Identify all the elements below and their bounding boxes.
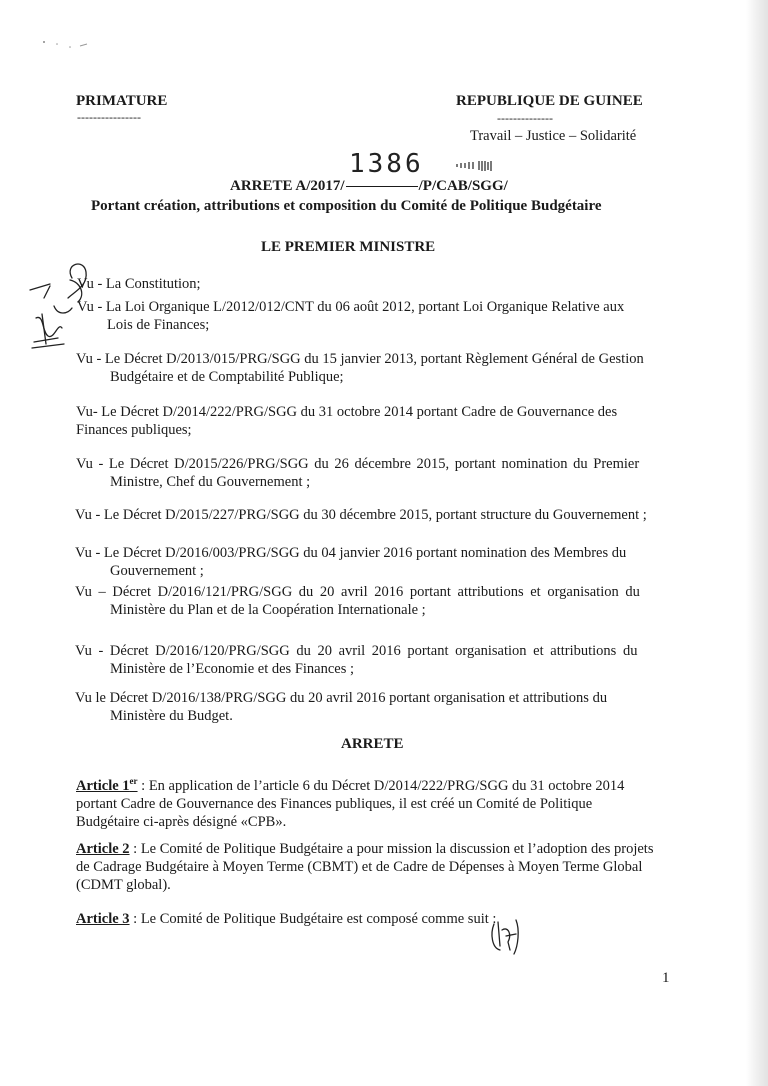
scan-edge-shadow — [746, 0, 768, 1086]
visa-line: Vu - Décret D/2016/120/PRG/SGG du 20 avril 2016 portant organisation et attributions du — [75, 643, 638, 659]
stamp-ticks — [455, 158, 509, 174]
header-motto: Travail – Justice – Solidarité — [470, 128, 637, 144]
visa-line-continued: Ministre, Chef du Gouvernement ; — [110, 474, 311, 490]
article-label — [76, 778, 138, 794]
visa-decret-2016-003 — [75, 544, 626, 580]
article-text: : Le Comité de Politique Budgétaire est composé comme suit : — [129, 911, 497, 927]
visa-decret-2016-138 — [75, 689, 607, 725]
visa-line: Vu - Le Décret D/2016/003/PRG/SGG du 04 janvier 2016 portant nomination des Membres du — [75, 545, 627, 561]
article-label: Article 3 — [76, 911, 130, 927]
visa-line: Vu - Le Décret D/2015/226/PRG/SGG du 26 décembre 2015, portant nomination du Premier — [76, 456, 640, 472]
visa-decret-2016-121 — [75, 583, 640, 619]
header-left-title: PRIMATURE — [76, 93, 168, 109]
visa-line-continued: Ministère du Plan et de la Coopération Internationale ; — [110, 602, 426, 618]
handwritten-initials-signature — [486, 916, 526, 958]
article-text: : Le Comité de Politique Budgétaire a pour mission la discussion et l’adoption des projets — [129, 841, 654, 857]
visa-line: Vu – Décret D/2016/121/PRG/SGG du 20 avril 2016 portant attributions et organisation du — [75, 584, 640, 600]
visa-decret-2016-120 — [75, 642, 637, 678]
visa-line-continued: Finances publiques; — [76, 422, 192, 438]
visa-line: Vu - La Constitution; — [77, 276, 201, 292]
scan-specks — [40, 38, 100, 58]
decree-number-suffix: /P/CAB/SGG/ — [418, 178, 508, 194]
visa-line-continued: Budgétaire et de Comptabilité Publique; — [110, 369, 344, 385]
visa-line: Vu - La Loi Organique L/2012/012/CNT du 06 août 2012, portant Loi Organique Relative aux — [77, 299, 625, 315]
registration-stamp-number: 1386 — [349, 149, 424, 179]
decree-number-prefix: ARRETE A/2017/ — [230, 178, 345, 194]
article-label-sup: er — [129, 776, 138, 786]
visa-line-continued: Ministère du Budget. — [110, 708, 233, 724]
visa-line-continued: Gouvernement ; — [110, 563, 204, 579]
authority-heading: LE PREMIER MINISTRE — [261, 239, 436, 255]
visa-decret-2015-227 — [75, 506, 647, 524]
article-text: (CDMT global). — [76, 877, 171, 893]
article-text: portant Cadre de Gouvernance des Finances publiques, il est créé un Comité de Politique — [76, 795, 593, 812]
article-3 — [76, 910, 496, 928]
article-text: Budgétaire ci-après désigné «CPB». — [76, 813, 287, 830]
visa-line: Vu - Le Décret D/2013/015/PRG/SGG du 15 janvier 2013, portant Règlement Général de Gestion — [76, 351, 644, 367]
decree-number — [230, 178, 508, 195]
visa-constitution — [77, 275, 201, 293]
visa-decret-2014-222 — [76, 403, 617, 439]
visa-line-continued: Lois de Finances; — [107, 317, 210, 333]
visa-line-continued: Ministère de l’Economie et des Finances ; — [110, 661, 355, 677]
decree-number-blank — [346, 186, 418, 187]
visa-line: Vu- Le Décret D/2014/222/PRG/SGG du 31 octobre 2014 portant Cadre de Gouvernance des — [76, 404, 618, 420]
decree-subtitle: Portant création, attributions et composition du Comité de Politique Budgétaire — [91, 198, 602, 214]
visa-decret-2015-226 — [76, 455, 639, 491]
article-1 — [76, 772, 624, 831]
article-text: : En application de l’article 6 du Décret D/2014/222/PRG/SGG du 31 octobre 2014 — [137, 777, 625, 794]
header-left-dash: ---------------- — [77, 110, 141, 124]
article-label-text: Article 1 — [76, 777, 130, 794]
article-2 — [76, 840, 653, 894]
article-text: de Cadrage Budgétaire à Moyen Terme (CBMT) et de Cadre de Dépenses à Moyen Terme Global — [76, 859, 643, 875]
header-right-title: REPUBLIQUE DE GUINEE — [456, 93, 643, 109]
page-number: 1 — [662, 970, 670, 986]
article-label: Article 2 — [76, 841, 130, 857]
visa-loi-organique — [77, 298, 624, 334]
visa-line: Vu - Le Décret D/2015/227/PRG/SGG du 30 décembre 2015, portant structure du Gouvernement ; — [75, 507, 647, 523]
visa-decret-2013-015 — [76, 350, 644, 386]
header-right-dash: -------------- — [497, 111, 553, 125]
arrete-heading: ARRETE — [341, 736, 404, 752]
visa-line: Vu le Décret D/2016/138/PRG/SGG du 20 avril 2016 portant organisation et attributions du — [75, 690, 608, 706]
